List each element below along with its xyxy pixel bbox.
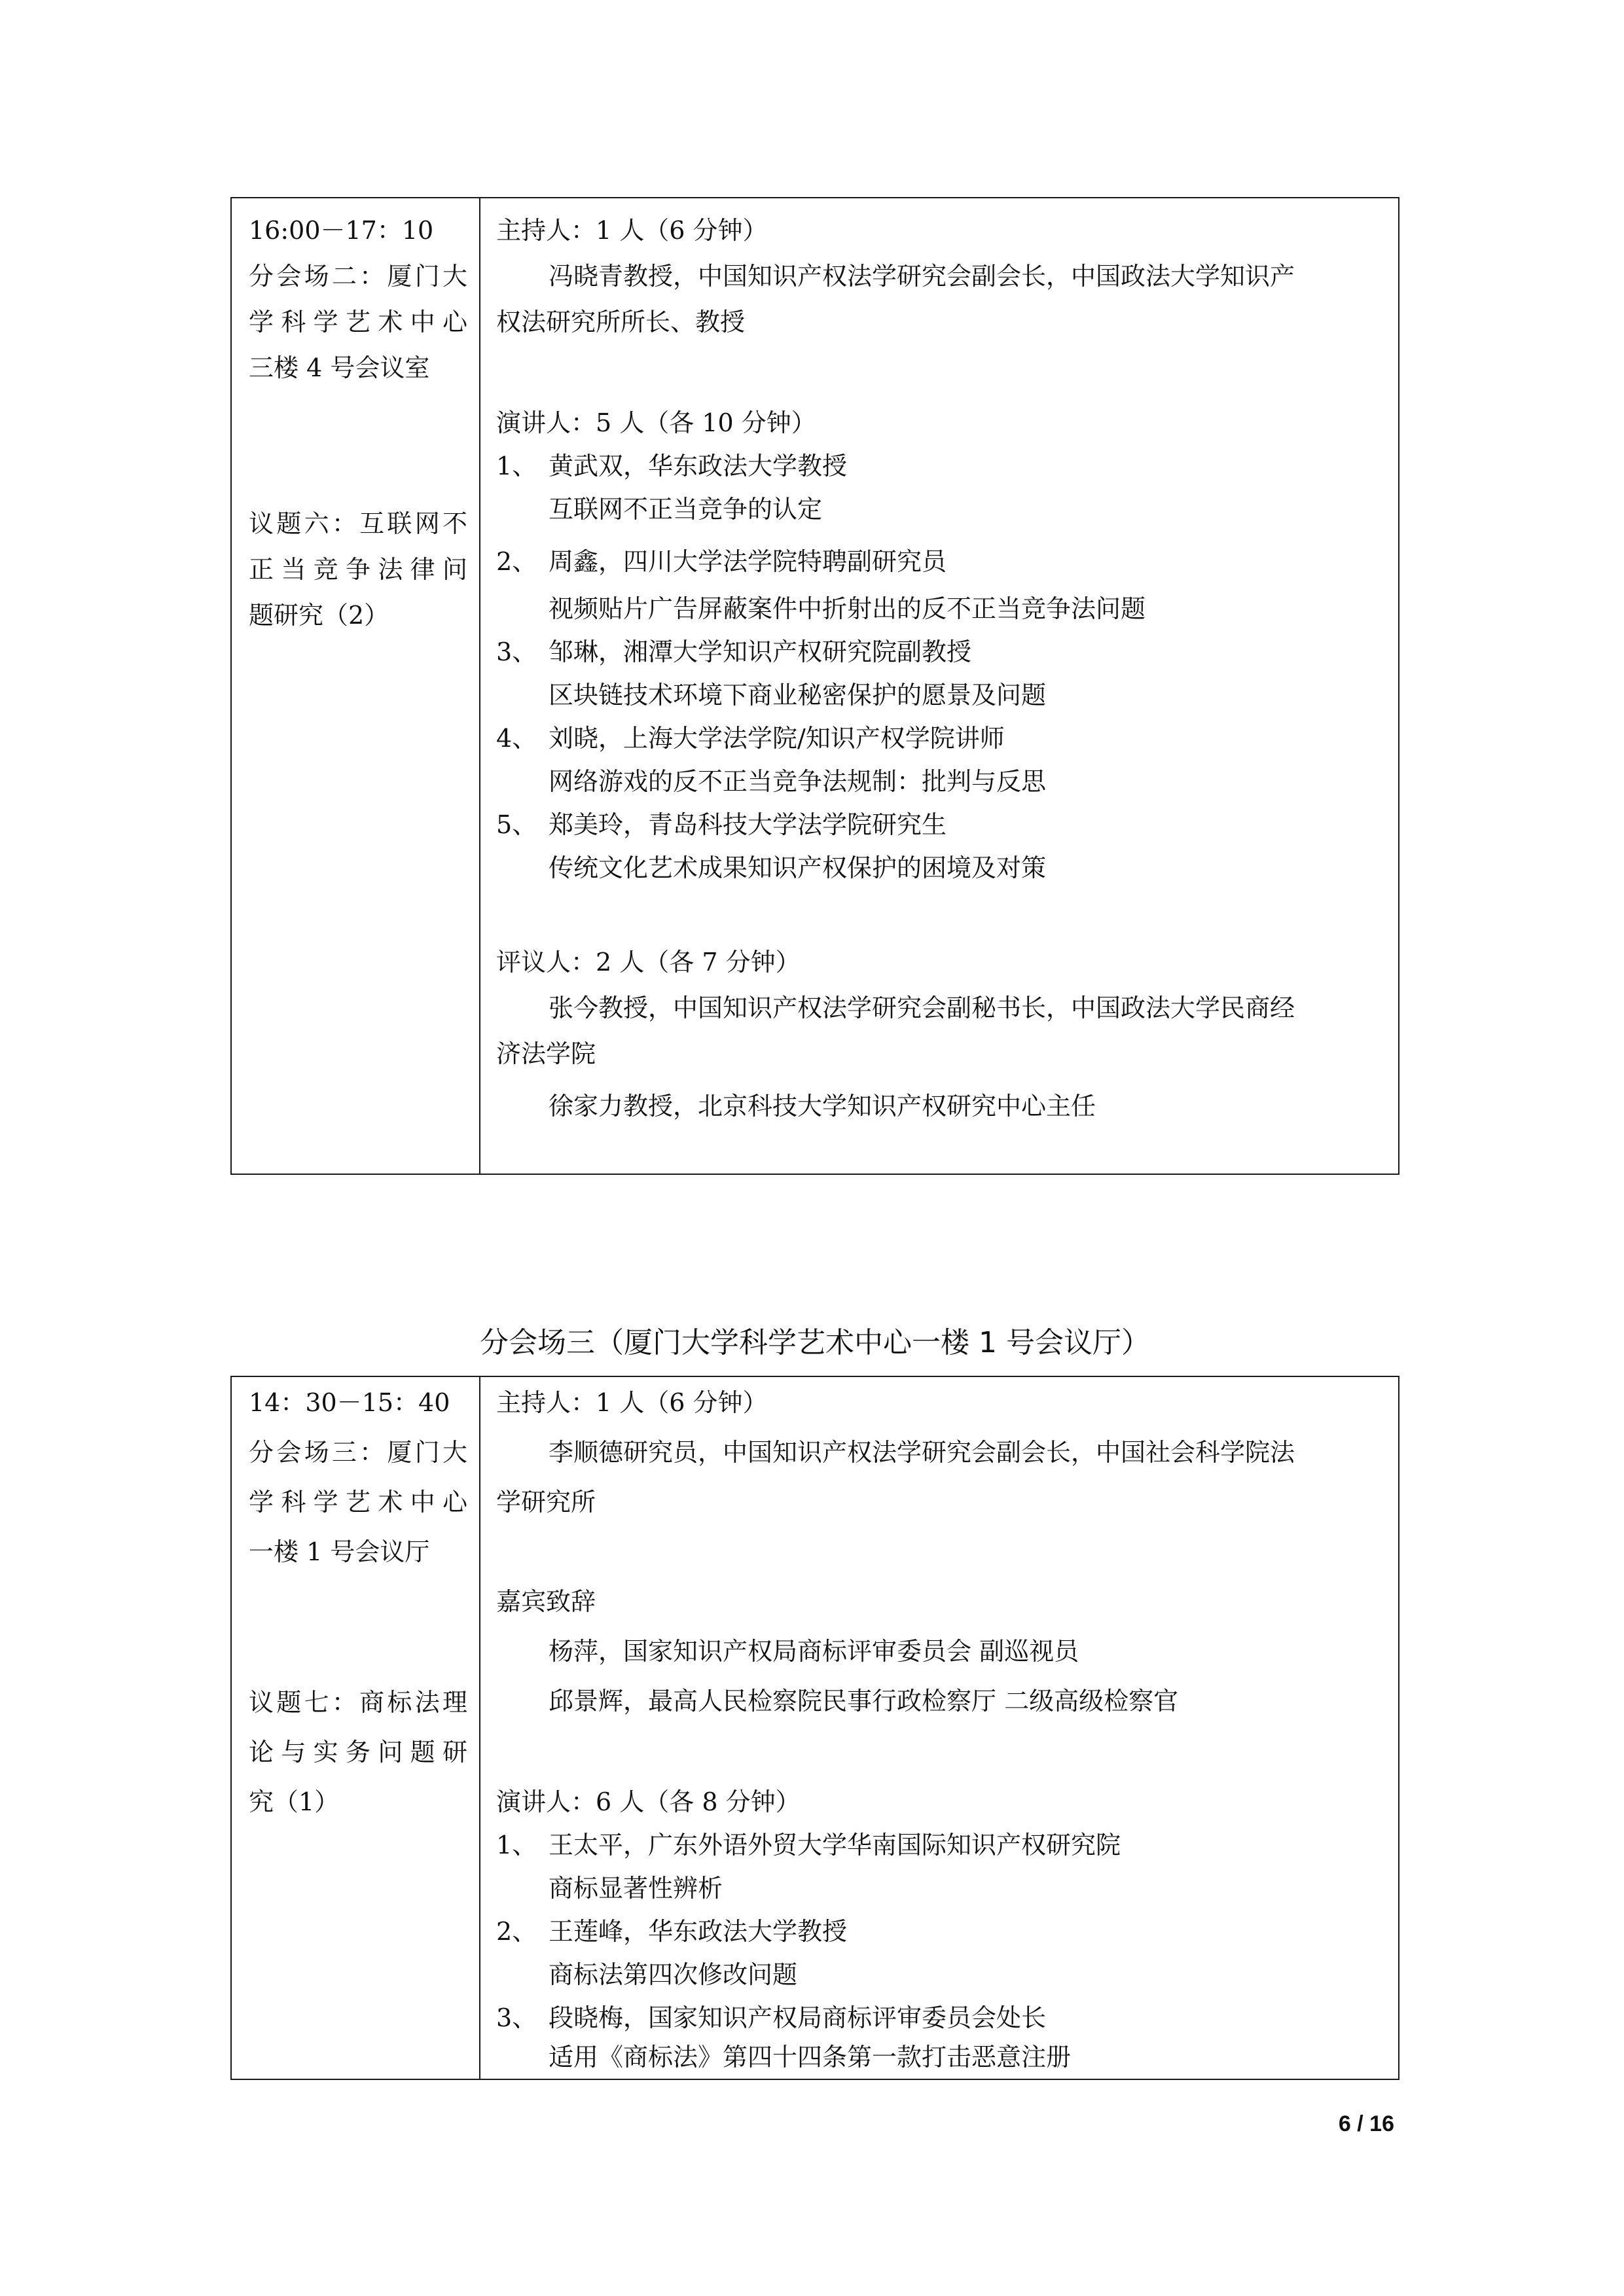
speaker-talk-title: 网络游戏的反不正当竞争法规制：批判与反思 xyxy=(549,767,1047,796)
speaker-talk-title: 视频贴片广告屏蔽案件中折射出的反不正当竞争法问题 xyxy=(549,594,1146,623)
session-2-time: 16:00－17：10 xyxy=(249,216,434,245)
guest-line: 杨萍，国家知识产权局商标评审委员会 副巡视员 xyxy=(549,1637,1079,1666)
moderator-line: 李顺德研究员，中国知识产权法学研究会副会长，中国社会科学院法 xyxy=(549,1438,1295,1467)
speaker-name: 郑美玲，青岛科技大学法学院研究生 xyxy=(549,810,947,839)
speaker-name: 刘晓，上海大学法学院/知识产权学院讲师 xyxy=(549,724,1005,753)
commentator-line: 张今教授，中国知识产权法学研究会副秘书长，中国政法大学民商经 xyxy=(549,994,1295,1022)
session-2-venue-line-1: 分会场二：厦门大 xyxy=(249,262,467,291)
speaker-number: 3、 xyxy=(496,637,537,666)
session-3-venue-line-2: 学科学艺术中心 xyxy=(249,1488,467,1516)
session-3-right-cell xyxy=(480,1377,1398,2079)
speaker-talk-title: 商标法第四次修改问题 xyxy=(549,1960,798,1989)
speaker-number: 1、 xyxy=(496,452,537,480)
session-3-venue-line-3: 一楼 1 号会议厅 xyxy=(249,1537,430,1566)
session-3-table xyxy=(230,1376,1399,2080)
speaker-number: 1、 xyxy=(496,1831,537,1859)
page-number: 6 / 16 xyxy=(1338,2111,1394,2136)
speakers-heading: 演讲人：5 人（各 10 分钟） xyxy=(496,408,816,437)
guest-speech-heading: 嘉宾致辞 xyxy=(496,1587,596,1616)
moderator-heading: 主持人：1 人（6 分钟） xyxy=(496,1388,768,1417)
speaker-talk-title: 区块链技术环境下商业秘密保护的愿景及问题 xyxy=(549,681,1047,709)
commentator-line: 徐家力教授，北京科技大学知识产权研究中心主任 xyxy=(549,1092,1096,1121)
session-2-topic-line-3: 题研究（2） xyxy=(249,601,389,630)
moderator-line: 学研究所 xyxy=(496,1488,596,1516)
session-3-topic-line-3: 究（1） xyxy=(249,1787,340,1816)
speaker-talk-title: 商标显著性辨析 xyxy=(549,1874,723,1903)
section-3-heading: 分会场三（厦门大学科学艺术中心一楼 1 号会议厅） xyxy=(480,1326,1150,1359)
moderator-heading: 主持人：1 人（6 分钟） xyxy=(496,216,768,245)
session-3-topic-line-1: 议题七：商标法理 xyxy=(249,1688,467,1717)
moderator-line: 冯晓青教授，中国知识产权法学研究会副会长，中国政法大学知识产 xyxy=(549,262,1295,291)
speaker-talk-title: 互联网不正当竞争的认定 xyxy=(549,495,823,524)
speaker-number: 5、 xyxy=(496,810,537,839)
session-2-table xyxy=(230,197,1399,1175)
speakers-heading: 演讲人：6 人（各 8 分钟） xyxy=(496,1787,801,1816)
session-2-right-cell xyxy=(480,198,1398,1174)
guest-line: 邱景辉，最高人民检察院民事行政检察厅 二级高级检察官 xyxy=(549,1687,1179,1715)
speaker-talk-title: 适用《商标法》第四十四条第一款打击恶意注册 xyxy=(549,2043,1072,2072)
session-3-topic-line-2: 论与实务问题研 xyxy=(249,1738,467,1767)
speaker-name: 邹琳，湘潭大学知识产权研究院副教授 xyxy=(549,637,972,666)
session-3-time: 14：30－15：40 xyxy=(249,1388,450,1417)
session-3-venue-line-1: 分会场三：厦门大 xyxy=(249,1438,467,1467)
speaker-name: 段晓梅，国家知识产权局商标评审委员会处长 xyxy=(549,2003,1047,2032)
commentator-line: 济法学院 xyxy=(496,1039,596,1068)
session-2-venue-line-3: 三楼 4 号会议室 xyxy=(249,353,430,382)
session-3-left-cell xyxy=(232,1377,480,2079)
speaker-number: 2、 xyxy=(496,1917,537,1946)
session-2-left-cell xyxy=(232,198,480,1174)
speaker-name: 黄武双，华东政法大学教授 xyxy=(549,452,848,480)
moderator-line: 权法研究所所长、教授 xyxy=(496,308,746,336)
speaker-number: 4、 xyxy=(496,724,537,753)
speaker-name: 周鑫，四川大学法学院特聘副研究员 xyxy=(549,547,947,576)
speaker-number: 2、 xyxy=(496,547,537,576)
speaker-name: 王莲峰，华东政法大学教授 xyxy=(549,1917,848,1946)
session-2-topic-line-2: 正当竞争法律问 xyxy=(249,555,467,584)
speaker-talk-title: 传统文化艺术成果知识产权保护的困境及对策 xyxy=(549,853,1047,882)
session-2-topic-line-1: 议题六：互联网不 xyxy=(249,509,467,538)
speaker-number: 3、 xyxy=(496,2003,537,2032)
session-2-venue-line-2: 学科学艺术中心 xyxy=(249,308,467,336)
commentators-heading: 评议人：2 人（各 7 分钟） xyxy=(496,948,801,977)
speaker-name: 王太平，广东外语外贸大学华南国际知识产权研究院 xyxy=(549,1831,1121,1859)
